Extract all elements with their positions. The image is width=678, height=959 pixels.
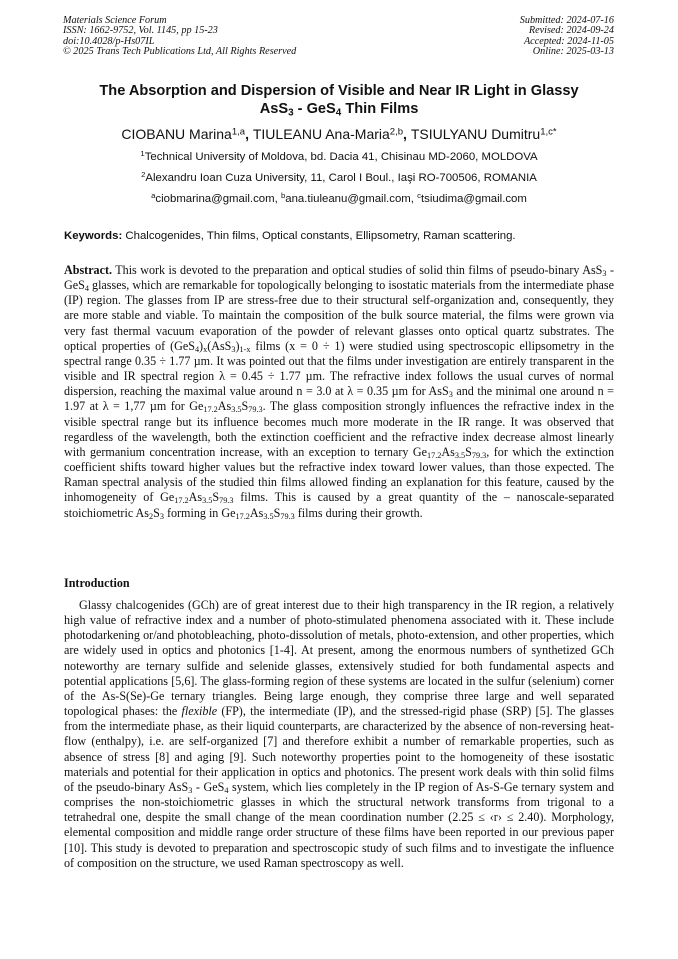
- author-3: TSIULYANU Dumitru: [410, 126, 541, 142]
- doi: doi:10.4028/p-Hs07IL: [63, 35, 155, 47]
- abstract-label: Abstract.: [64, 263, 113, 277]
- section-heading-introduction: Introduction: [64, 576, 130, 590]
- journal-name: Materials Science Forum: [63, 15, 167, 26]
- abstract: Abstract. This work is devoted to the preparation and optical studies of solid thin films of pseudo-binary AsS$_3$ - GeS$_4$ glasses, which are remarkable for topologically belonging to isostatic materials from the intermediate phase (IP) region. The glasses from IP are stress-free due to their structural self-organization and, consequently, they are more stable and viable. To maintain the composition of the bulk source material, the films were grown via very fast thermal vacuum evaporation of the powder of relevant glasses onto optical quartz substrates. The optical properties of $(GeS_4)_x(AsS_3)_{1-x}$ films (x = 0 ÷ 1) were studied using spectroscopic ellipsometry in the spectral range 0.35 ÷ 1.77 µm. It was pointed out that the films under investigation are entirely transparent in the visible and IR spectral region λ = 0.45 ÷ 1.77 µm. The refractive index follows the usual curves of normal dispersion, reaching the maximal value around n = 3.0 at λ = 0.35 µm for AsS$_3$ and the minimal one around n = 1.97 at λ = 1,77 µm for $Ge_{17.2}As_{3.5}S_{79.3}$. The glass composition strongly influences the refractive index in the visible spectral range but its influence becomes much more moderate in the IR range. It was observed that regardless of the wavelength, both the extinction coefficient and the refractive index decrease almost linearly with germanium concentration increase, with an exception to ternary $Ge_{17.2}As_{3.5}S_{79.3}$, for which the extinction coefficient shifts toward higher values but the refractive index toward lower values, than those expected. The Raman spectral analysis of the studied thin films allowed finding an explanation for this feature, caused by the inhomogeneity of $Ge_{17.2}As_{3.5}S_{79.3}$ films. This is caused by a great quantity of the – nanoscale-separated stoichiometric $As_2S_3$ forming in $Ge_{17.2}As_{3.5}S_{79.3}$ films during their growth.: [64, 263, 615, 521]
- copyright: © 2025 Trans Tech Publications Ltd, All Rights Reserved: [63, 46, 297, 58]
- revised-date: Revised: 2024-09-24: [528, 25, 614, 37]
- keywords-text: Chalcogenides, Thin films, Optical constants, Ellipsometry, Raman scattering.: [122, 230, 516, 242]
- author-list: CIOBANU Marina$^{1,a}$, TIULEANU Ana-Maria$^{2,b}$, TSIULYANU Dumitru$^{1,c*}$: [121, 126, 557, 142]
- author-2: TIULEANU Ana-Maria: [252, 126, 390, 142]
- submitted-date: Submitted: 2024-07-16: [519, 15, 614, 26]
- title-line-2: AsS$_3$ - GeS$_4$ Thin Films: [259, 101, 419, 119]
- paper-title: [40, 82, 638, 118]
- journal-info: [63, 16, 296, 58]
- issn-volume: ISSN: 1662-9752, Vol. 1145, pp 15-23: [63, 25, 218, 37]
- publication-dates: [520, 16, 614, 58]
- affiliation-2: $^2$Alexandru Ioan Cuza University, 11, Carol I Boul., Iaşi RO-700506, ROMANIA: [141, 170, 537, 184]
- introduction-paragraph: Glassy chalcogenides (GCh) are of great interest due to their high transparency in the IR region, a relatively high value of refractive index and a number of photo-stimulated phenomena associated with it. These include photodarkening or/and photobleaching, photo-dissolution of metals, photo-extension, and other properties, which are widely used in optics and photonics [1-4]. At present, among the enormous numbers of synthetized GCh noteworthy are ternary sulfide and selenide glasses, extensively studied for both fundamental aspects and potential applications [5,6]. The glass-forming region of these systems are located in the sulfur (selenium) corner of the As-S(Se)-Ge ternary triangles. Being large enough, they comprise three large and well separated topological phases: the flexible (FP), the intermediate (IP), and the stressed-rigid phase (SRP) [5]. The glasses from the intermediate phase, as their liquid counterparts, are characterized by the absence of non-reversing heat-flow (enthalpy), i.e. are self-organized [7] and therefore exhibit a number of remarkable properties, such as absence of stress [8] and aging [9]. Such noteworthy properties point to the homogeneity of these isostatic materials and potential for their application in optics and photonics. The present work deals with thin solid films of the pseudo-binary AsS$_3$ - GeS$_4$ system, which lies completely in the IP region of As-S-Ge ternary system and comprises the non-stoichiometric glasses in which the structural network transforms from trigonal to a tetrahedral one, despite the small change of the mean coordination number (2.25 ≤ ‹r› ≤ 2.40). Morphology, elemental composition and middle range order structure of these films have been reported in our previous paper [10]. This study is devoted to preparation and spectroscopic study of such films and to investigate the influence of composition on the structure, we used Raman spectroscopy as well.: [64, 598, 614, 870]
- online-date: Online: 2025-03-13: [532, 46, 614, 58]
- title-line-1: The Absorption and Dispersion of Visible and Near IR Light in Glassy: [99, 83, 579, 99]
- keywords: [64, 230, 624, 242]
- accepted-date: Accepted: 2024-11-05: [523, 35, 614, 47]
- author-1: CIOBANU Marina: [121, 126, 232, 142]
- keywords-label: Keywords:: [64, 230, 123, 242]
- affiliation-1: $^1$Technical University of Moldova, bd. Dacia 41, Chisinau MD-2060, MOLDOVA: [140, 149, 538, 163]
- author-emails: $^a$ciobmarina@gmail.com, $^b$ana.tiuleanu@gmail.com, $^c$tsiudima@gmail.com: [151, 191, 527, 205]
